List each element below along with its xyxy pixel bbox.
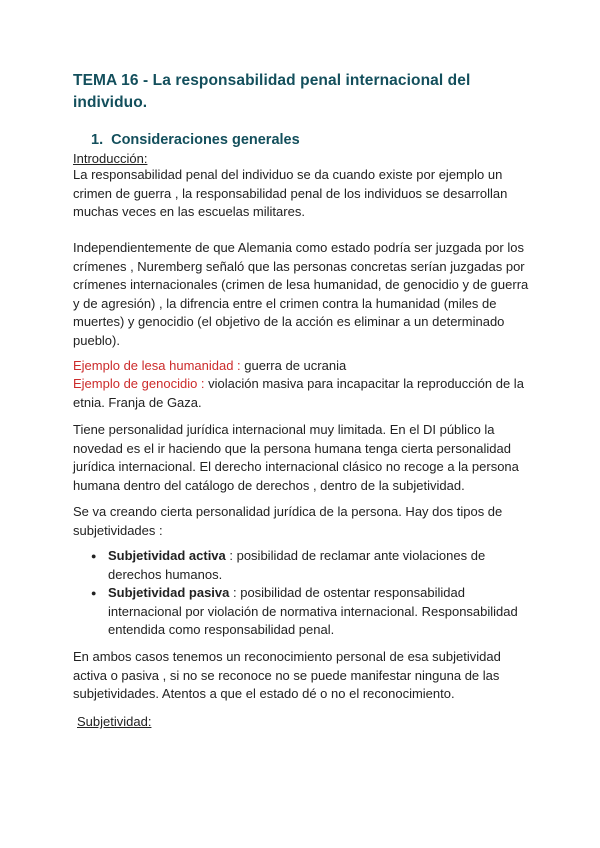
list-item xyxy=(91,584,531,640)
intro-label: Introducción: xyxy=(73,151,148,166)
list-item-text: : posibilidad de ostentar responsabilidad internacional por violación de normativa internacional. Responsabilidad entendida como responsabilidad penal. xyxy=(108,585,518,637)
section-heading xyxy=(91,132,300,148)
list-item-text: : posibilidad de reclamar ante violaciones de derechos humanos. xyxy=(108,548,486,582)
paragraph-3: Tiene personalidad jurídica internacional muy limitada. En el DI público la novedad es el ir haciendo que la persona humana tenga cierta personalidad jurídica internacional. El derecho internacional clásico no recoge a la persona humana dentro del catálogo de derechos , dentro de la subjetividad. xyxy=(73,422,519,493)
subjectivity-list xyxy=(91,547,531,640)
paragraph-5: En ambos casos tenemos un reconocimiento personal de esa subjetividad activa o pasiva , si no se reconoce no se puede manifestar ninguna de las subjetividades. Atentos a que el estado dé o no el reconocimiento. xyxy=(73,649,501,701)
paragraph-2: Independientemente de que Alemania como estado podría ser juzgada por los crímenes , Nuremberg señaló que las personas concretas serían juzgadas por crímenes internacionales (crimen de lesa humanidad, de genocidio y de guerra y de agresión) , la difrencia entre el crimen contra la humanidad (miles de muertes) y genocidio (el objetivo de la acción es eliminar a un determinado pueblo). xyxy=(73,240,529,348)
example-lesa-humanidad xyxy=(73,357,533,376)
paragraph-4: Se va creando cierta personalidad jurídica de la persona. Hay dos tipos de subjetividades : xyxy=(73,504,503,538)
subjetividad-label: Subjetividad: xyxy=(77,714,152,729)
list-item xyxy=(91,547,531,584)
example-label: Ejemplo de lesa humanidad : xyxy=(73,358,241,373)
document-title: TEMA 16 - La responsabilidad penal internacional del individuo. xyxy=(73,72,471,111)
example-label: Ejemplo de genocidio : xyxy=(73,376,205,391)
example-text: violación masiva para incapacitar la reproducción de la etnia. Franja de Gaza. xyxy=(73,376,524,410)
list-item-term: Subjetividad pasiva xyxy=(108,585,230,600)
paragraph-1: La responsabilidad penal del individuo se da cuando existe por ejemplo un crimen de guerra , la responsabilidad penal de los individuos se desarrollan muchas veces en las escuelas militares. xyxy=(73,167,508,219)
section-title: Consideraciones generales xyxy=(111,132,300,148)
example-genocidio xyxy=(73,375,533,412)
example-text: guerra de ucrania xyxy=(240,358,347,373)
section-number: 1. xyxy=(91,132,104,148)
list-item-term: Subjetividad activa xyxy=(108,548,226,563)
